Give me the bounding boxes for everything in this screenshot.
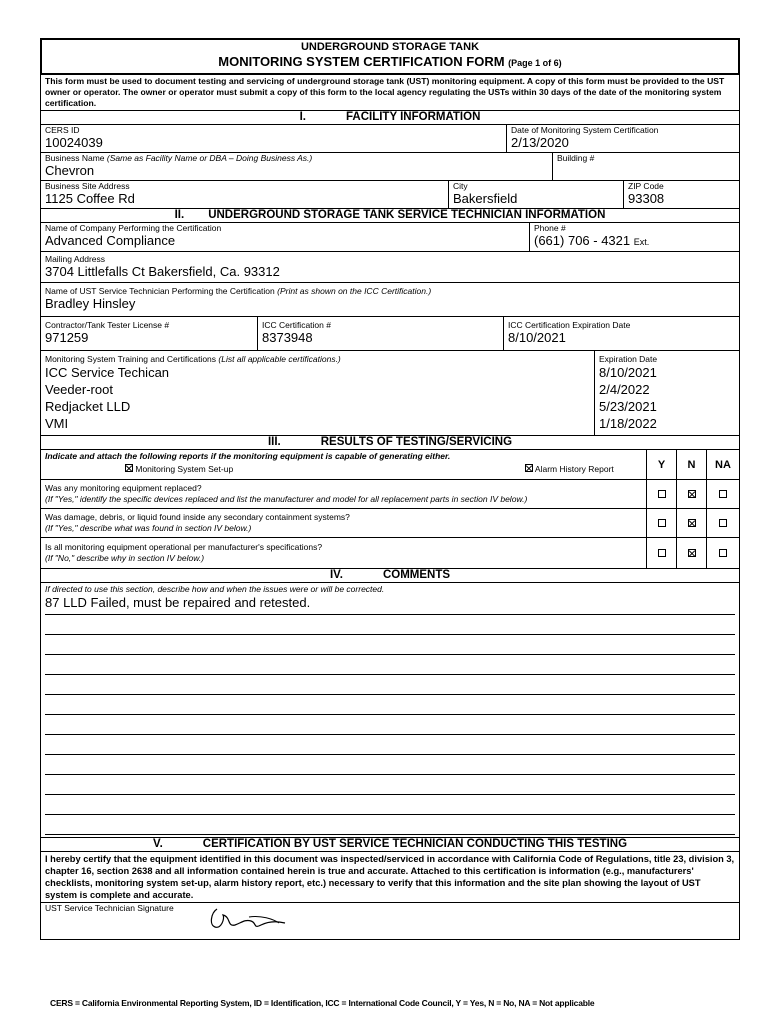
icc-exp-field[interactable]: 8/10/2021 (508, 330, 566, 345)
q1-yes-checkbox[interactable] (658, 490, 666, 498)
zip-field[interactable]: 93308 (628, 191, 665, 206)
comment-line[interactable] (45, 615, 735, 635)
intro-text: This form must be used to document testing and servicing of underground storage tank (UST) monitoring equipment. A copy of this form must be provided to the UST owner or operator. The owner or operator must submit a copy of this form to the local agency regulating the USTs within 30 days of the date of the monitoring system certification. (40, 73, 740, 111)
section4-title: IV. COMMENTS (40, 569, 740, 583)
alarm-report-option[interactable]: Alarm History Report (525, 462, 614, 476)
alarm-checkbox[interactable] (525, 464, 533, 472)
cers-label: CERS ID (45, 125, 80, 135)
header-line1: UNDERGROUND STORAGE TANK (300, 41, 480, 53)
q3-no-checkbox[interactable] (688, 549, 696, 557)
city-label: City (453, 181, 468, 191)
section3-title: III. RESULTS OF TESTING/SERVICING (40, 436, 740, 450)
q1-na-checkbox[interactable] (719, 490, 727, 498)
building-label: Building # (557, 153, 595, 163)
address-label: Business Site Address (45, 181, 130, 191)
signature-icon[interactable] (205, 905, 325, 935)
cert-date-field[interactable]: 2/13/2020 (511, 135, 569, 150)
business-name-label: Business Name (Same as Facility Name or DBA – Doing Business As.) (45, 153, 313, 163)
form-title: MONITORING SYSTEM CERTIFICATION FORM (Page 1 of 6) (218, 54, 562, 69)
comment-line[interactable] (45, 735, 735, 755)
question-hint: (If "No," describe why in section IV below.) (45, 552, 205, 563)
certification-form (40, 38, 740, 940)
comment-line[interactable] (45, 635, 735, 655)
form-header (40, 38, 740, 73)
q2-na-checkbox[interactable] (719, 519, 727, 527)
phone-field[interactable]: (661) 706 - 4321 Ext. (534, 233, 650, 248)
license-field[interactable]: 971259 (45, 330, 89, 345)
section5-title: V. CERTIFICATION BY UST SERVICE TECHNICIAN CONDUCTING THIS TESTING (40, 838, 740, 852)
zip-label: ZIP Code (628, 181, 664, 191)
comment-line[interactable] (45, 715, 735, 735)
comment-line[interactable] (45, 815, 735, 835)
icc-field[interactable]: 8373948 (262, 330, 313, 345)
comment-line[interactable] (45, 655, 735, 675)
question-text: Is all monitoring equipment operational per manufacturer's specifications? (45, 542, 323, 552)
q2-yes-checkbox[interactable] (658, 519, 666, 527)
section1-title: I. FACILITY INFORMATION (40, 111, 740, 125)
business-name-field[interactable]: Chevron (45, 163, 95, 178)
certification-text: I hereby certify that the equipment identified in this document was inspected/serviced in accordance with California Code of Regulations, title 23, division 3, chapter 16, section 2638 and all information contained herein is true and accurate. Attached to this certification is information (e.g., manufacturers' checklists, monitoring system set-up, alarm history report, etc.) necessary to verify that this information and the site plan showing the layout of UST system is complete and accurate. (40, 852, 740, 903)
question-hint: (If "Yes," identify the specific devices replaced and list the manufacturer and model for all replacement parts in section IV below.) (45, 493, 528, 504)
cert-exp-4[interactable]: 1/18/2022 (599, 416, 657, 431)
signature-label: UST Service Technician Signature (45, 903, 174, 913)
technician-field[interactable]: Bradley Hinsley (45, 296, 136, 311)
technician-label: Name of UST Service Technician Performing the Certification (Print as shown on the ICC Certification.) (45, 286, 432, 296)
comment-line-1[interactable]: 87 LLD Failed, must be repaired and retested. (45, 595, 735, 615)
question-row (40, 480, 740, 509)
q2-no-checkbox[interactable] (688, 519, 696, 527)
company-label: Name of Company Performing the Certification (45, 223, 222, 233)
cert-exp-2[interactable]: 2/4/2022 (599, 382, 650, 397)
cert-name-2[interactable]: Veeder-root (45, 382, 113, 397)
cert-name-1[interactable]: ICC Service Techican (45, 365, 170, 380)
section2-title: II. UNDERGROUND STORAGE TANK SERVICE TECHNICIAN INFORMATION (40, 209, 740, 223)
icc-label: ICC Certification # (262, 320, 331, 330)
cers-id-field[interactable]: 10024039 (45, 135, 103, 150)
comment-line[interactable] (45, 795, 735, 815)
col-na: NA (715, 458, 731, 471)
company-field[interactable]: Advanced Compliance (45, 233, 176, 248)
q1-no-checkbox[interactable] (688, 490, 696, 498)
q3-na-checkbox[interactable] (719, 549, 727, 557)
comments-hint: If directed to use this section, describe how and when the issues were or will be corrected. (45, 584, 385, 594)
address-field[interactable]: 1125 Coffee Rd (45, 191, 135, 206)
cert-exp-3[interactable]: 5/23/2021 (599, 399, 657, 414)
q3-yes-checkbox[interactable] (658, 549, 666, 557)
mailing-field[interactable]: 3704 Littlefalls Ct Bakersfield, Ca. 93312 (45, 264, 280, 279)
cert-name-4[interactable]: VMI (45, 416, 69, 431)
mailing-label: Mailing Address (45, 254, 106, 264)
city-field[interactable]: Bakersfield (453, 191, 518, 206)
setup-checkbox[interactable] (125, 464, 133, 472)
setup-report-option[interactable]: Monitoring System Set-up (45, 462, 525, 476)
comment-line[interactable] (45, 675, 735, 695)
question-row (40, 509, 740, 538)
cert-name-3[interactable]: Redjacket LLD (45, 399, 131, 414)
comment-line[interactable] (45, 775, 735, 795)
cert-date-label: Date of Monitoring System Certification (511, 125, 659, 135)
question-text: Was damage, debris, or liquid found inside any secondary containment systems? (45, 512, 350, 522)
expiration-label: Expiration Date (599, 354, 658, 364)
footer-legend: CERS = California Environmental Reporting System, ID = Identification, ICC = International Code Council, Y = Yes, N = No, NA = Not applicable (50, 998, 595, 1008)
training-label: Monitoring System Training and Certifications (List all applicable certifications.) (45, 354, 341, 364)
icc-exp-label: ICC Certification Expiration Date (508, 320, 631, 330)
question-text: Was any monitoring equipment replaced? (45, 483, 202, 493)
results-instruction: Indicate and attach the following reports if the monitoring equipment is capable of generating either. (45, 451, 451, 461)
license-label: Contractor/Tank Tester License # (45, 320, 170, 330)
question-hint: (If "Yes," describe what was found in section IV below.) (45, 522, 252, 533)
comment-line[interactable] (45, 755, 735, 775)
page-indicator: (Page 1 of 6) (508, 58, 562, 68)
col-yes: Y (647, 450, 677, 479)
cert-exp-1[interactable]: 8/10/2021 (599, 365, 657, 380)
comment-line[interactable] (45, 695, 735, 715)
phone-label: Phone # (534, 223, 566, 233)
col-no: N (677, 450, 707, 479)
comments-area[interactable] (40, 583, 740, 838)
question-row (40, 538, 740, 569)
